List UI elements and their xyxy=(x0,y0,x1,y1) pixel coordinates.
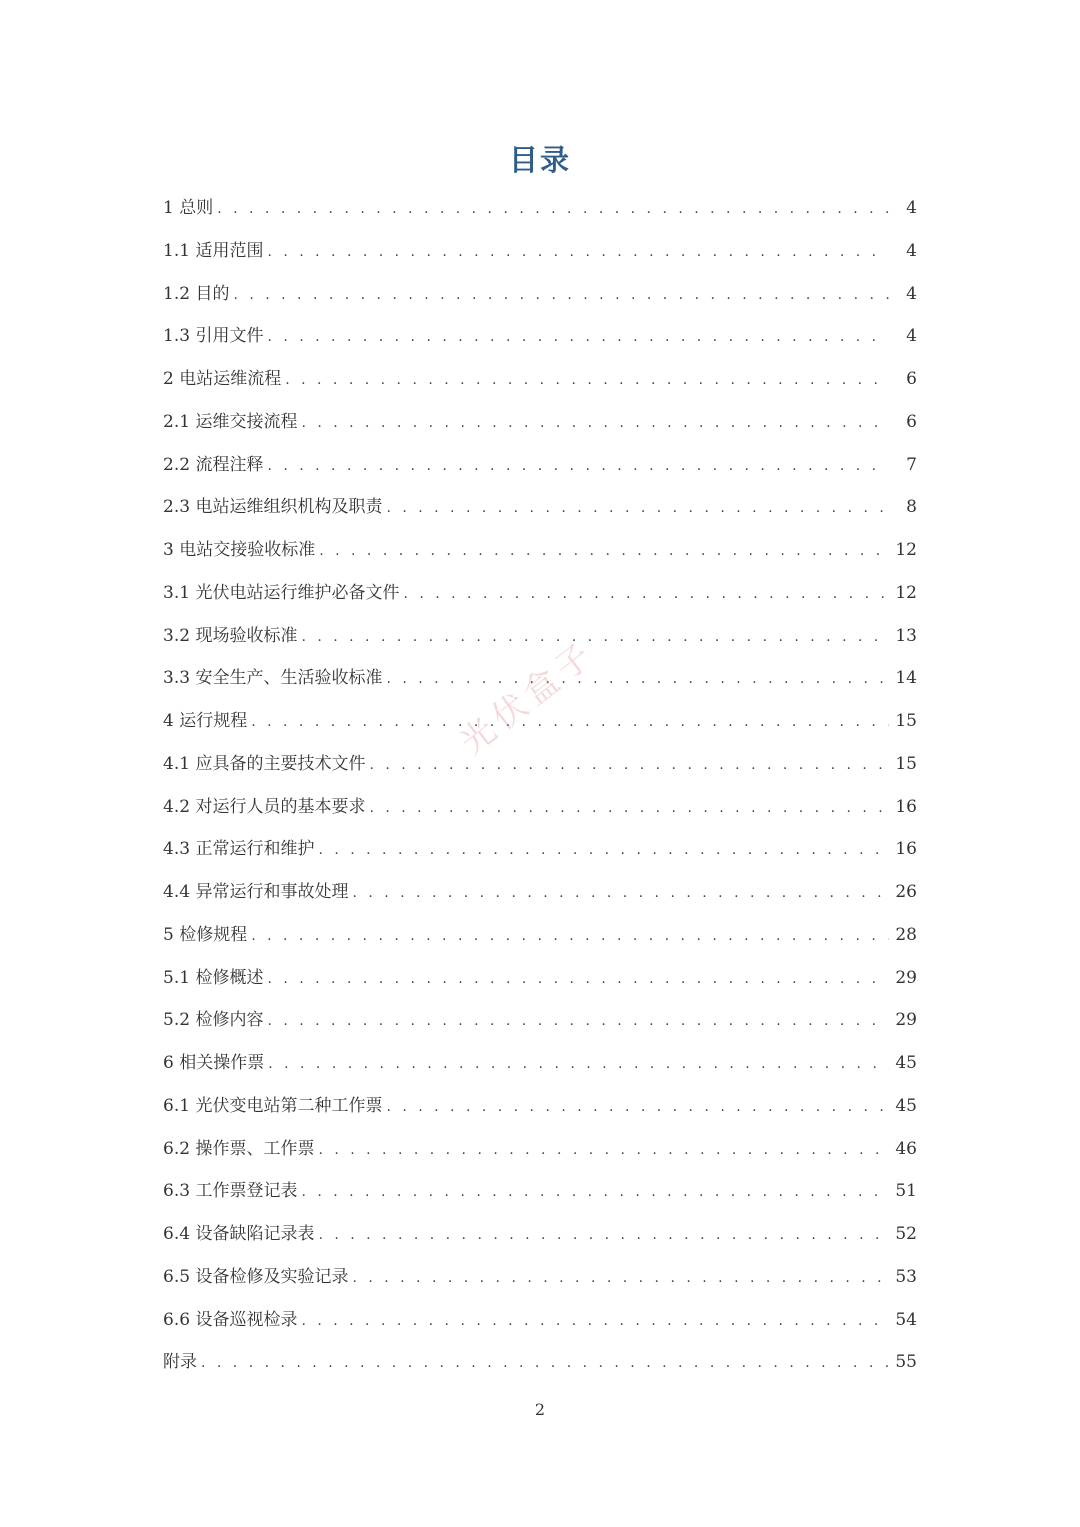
toc-entry[interactable] xyxy=(163,1170,917,1213)
toc-entry[interactable] xyxy=(163,486,917,529)
toc-entry-label: 5 检修规程 xyxy=(163,924,248,945)
toc-dot-leader xyxy=(251,701,889,744)
toc-dot-leader xyxy=(251,915,889,958)
toc-entry[interactable] xyxy=(163,786,917,829)
toc-entry-label: 6.2 操作票、工作票 xyxy=(163,1138,315,1159)
toc-entry[interactable] xyxy=(163,700,917,743)
toc-entry-page: 14 xyxy=(895,668,917,689)
toc-entry[interactable] xyxy=(163,871,917,914)
toc-entry-label: 3 电站交接验收标准 xyxy=(163,540,316,560)
toc-entry-label: 5.1 检修概述 xyxy=(163,967,264,988)
toc-dot-leader xyxy=(369,787,889,830)
toc-entry-page: 26 xyxy=(895,882,917,902)
toc-dot-leader xyxy=(386,487,889,530)
toc-entry[interactable] xyxy=(163,999,917,1042)
toc-entry-page: 15 xyxy=(895,711,917,731)
toc-entry[interactable] xyxy=(163,187,917,230)
toc-dot-leader xyxy=(267,231,889,274)
toc-entry-page: 12 xyxy=(895,540,917,560)
toc-entry-label: 3.3 安全生产、生活验收标准 xyxy=(163,668,383,689)
toc-entry-label: 6 相关操作票 xyxy=(163,1053,265,1073)
toc-dot-leader xyxy=(267,316,889,359)
toc-dot-leader xyxy=(352,872,889,915)
toc-entry-label: 2 电站运维流程 xyxy=(163,369,282,389)
toc-entry-page: 7 xyxy=(906,454,917,475)
toc-entry-page: 46 xyxy=(895,1138,917,1159)
toc-entry-label: 2.2 流程注释 xyxy=(163,454,264,475)
toc-dot-leader xyxy=(369,744,889,787)
toc-dot-leader xyxy=(403,573,889,616)
toc-entry-label: 6.5 设备检修及实验记录 xyxy=(163,1266,349,1287)
toc-dot-leader xyxy=(285,359,889,402)
toc-entry-page: 6 xyxy=(906,369,917,389)
toc-entry-page: 16 xyxy=(895,796,917,817)
toc-entry-label: 2.3 电站运维组织机构及职责 xyxy=(163,497,383,518)
toc-entry[interactable] xyxy=(163,657,917,700)
toc-entry[interactable] xyxy=(163,615,917,658)
toc-entry[interactable] xyxy=(163,444,917,487)
toc-dot-leader xyxy=(352,1257,889,1300)
toc-dot-leader xyxy=(318,1129,889,1172)
toc-entry-label: 6.3 工作票登记表 xyxy=(163,1181,298,1202)
toc-entry[interactable] xyxy=(163,743,917,786)
toc-dot-leader xyxy=(318,829,889,872)
toc-dot-leader xyxy=(301,1300,889,1343)
toc-entry[interactable] xyxy=(163,273,917,316)
toc-entry-label: 1.3 引用文件 xyxy=(163,326,264,347)
toc-entry-label: 4.1 应具备的主要技术文件 xyxy=(163,753,366,774)
toc-entry-page: 15 xyxy=(895,753,917,774)
toc-entry-label: 4.2 对运行人员的基本要求 xyxy=(163,796,366,817)
toc-dot-leader xyxy=(233,274,889,317)
toc-entry[interactable] xyxy=(163,828,917,871)
toc-list xyxy=(163,187,917,1384)
toc-entry-page: 51 xyxy=(895,1181,917,1202)
toc-entry-label: 附录 xyxy=(163,1352,197,1373)
toc-entry-label: 4.3 正常运行和维护 xyxy=(163,839,315,860)
toc-entry[interactable] xyxy=(163,914,917,957)
toc-entry[interactable] xyxy=(163,572,917,615)
watermark: 光伏盒子 xyxy=(452,632,604,763)
toc-entry-label: 4.4 异常运行和事故处理 xyxy=(163,882,349,902)
toc-entry-page: 53 xyxy=(895,1266,917,1287)
toc-entry-label: 6.4 设备缺陷记录表 xyxy=(163,1224,315,1244)
toc-entry-label: 3.1 光伏电站运行维护必备文件 xyxy=(163,582,400,603)
toc-entry-page: 8 xyxy=(906,497,917,518)
toc-dot-leader xyxy=(268,1043,889,1086)
toc-entry[interactable] xyxy=(163,401,917,444)
toc-entry-page: 45 xyxy=(895,1053,917,1073)
toc-entry[interactable] xyxy=(163,529,917,572)
toc-entry-page: 4 xyxy=(906,198,917,218)
toc-entry[interactable] xyxy=(163,315,917,358)
toc-entry-label: 1 总则 xyxy=(163,198,214,218)
toc-dot-leader xyxy=(201,1342,889,1385)
toc-entry-label: 1.1 适用范围 xyxy=(163,240,264,261)
toc-dot-leader xyxy=(318,1214,889,1257)
toc-dot-leader xyxy=(267,445,889,488)
toc-entry[interactable] xyxy=(163,1256,917,1299)
toc-entry[interactable] xyxy=(163,1042,917,1085)
toc-entry-label: 5.2 检修内容 xyxy=(163,1010,264,1031)
toc-entry-page: 54 xyxy=(895,1309,917,1330)
toc-entry-label: 6.1 光伏变电站第二种工作票 xyxy=(163,1095,383,1116)
toc-entry-page: 29 xyxy=(895,967,917,988)
toc-entry[interactable] xyxy=(163,1213,917,1256)
toc-dot-leader xyxy=(386,658,889,701)
toc-entry[interactable] xyxy=(163,358,917,401)
toc-dot-leader xyxy=(386,1086,889,1129)
toc-entry-page: 4 xyxy=(906,326,917,347)
toc-entry[interactable] xyxy=(163,957,917,1000)
toc-entry-label: 3.2 现场验收标准 xyxy=(163,625,298,646)
toc-entry-label: 6.6 设备巡视检录 xyxy=(163,1309,298,1330)
toc-entry-page: 16 xyxy=(895,839,917,860)
toc-entry-label: 2.1 运维交接流程 xyxy=(163,411,298,432)
toc-entry-page: 4 xyxy=(906,283,917,304)
toc-entry[interactable] xyxy=(163,230,917,273)
toc-dot-leader xyxy=(301,402,889,445)
toc-dot-leader xyxy=(301,1171,889,1214)
toc-dot-leader xyxy=(267,1000,889,1043)
toc-entry-page: 4 xyxy=(906,240,917,261)
toc-entry-page: 12 xyxy=(895,582,917,603)
toc-entry-page: 55 xyxy=(895,1352,917,1373)
toc-dot-leader xyxy=(267,958,889,1001)
toc-title: 目录 xyxy=(508,143,571,177)
toc-entry[interactable] xyxy=(163,1299,917,1342)
toc-dot-leader xyxy=(217,188,889,231)
toc-dot-leader xyxy=(301,616,889,659)
page-number: 2 xyxy=(534,1400,546,1419)
toc-entry[interactable] xyxy=(163,1128,917,1171)
toc-entry[interactable] xyxy=(163,1341,917,1384)
toc-entry-page: 6 xyxy=(906,411,917,432)
toc-entry-page: 28 xyxy=(895,924,917,945)
toc-dot-leader xyxy=(319,530,889,573)
toc-entry-page: 13 xyxy=(895,625,917,646)
toc-entry-page: 45 xyxy=(895,1095,917,1116)
toc-entry-label: 4 运行规程 xyxy=(163,711,248,731)
toc-entry-label: 1.2 目的 xyxy=(163,283,230,304)
toc-entry-page: 29 xyxy=(895,1010,917,1031)
toc-entry-page: 52 xyxy=(895,1224,917,1244)
toc-entry[interactable] xyxy=(163,1085,917,1128)
